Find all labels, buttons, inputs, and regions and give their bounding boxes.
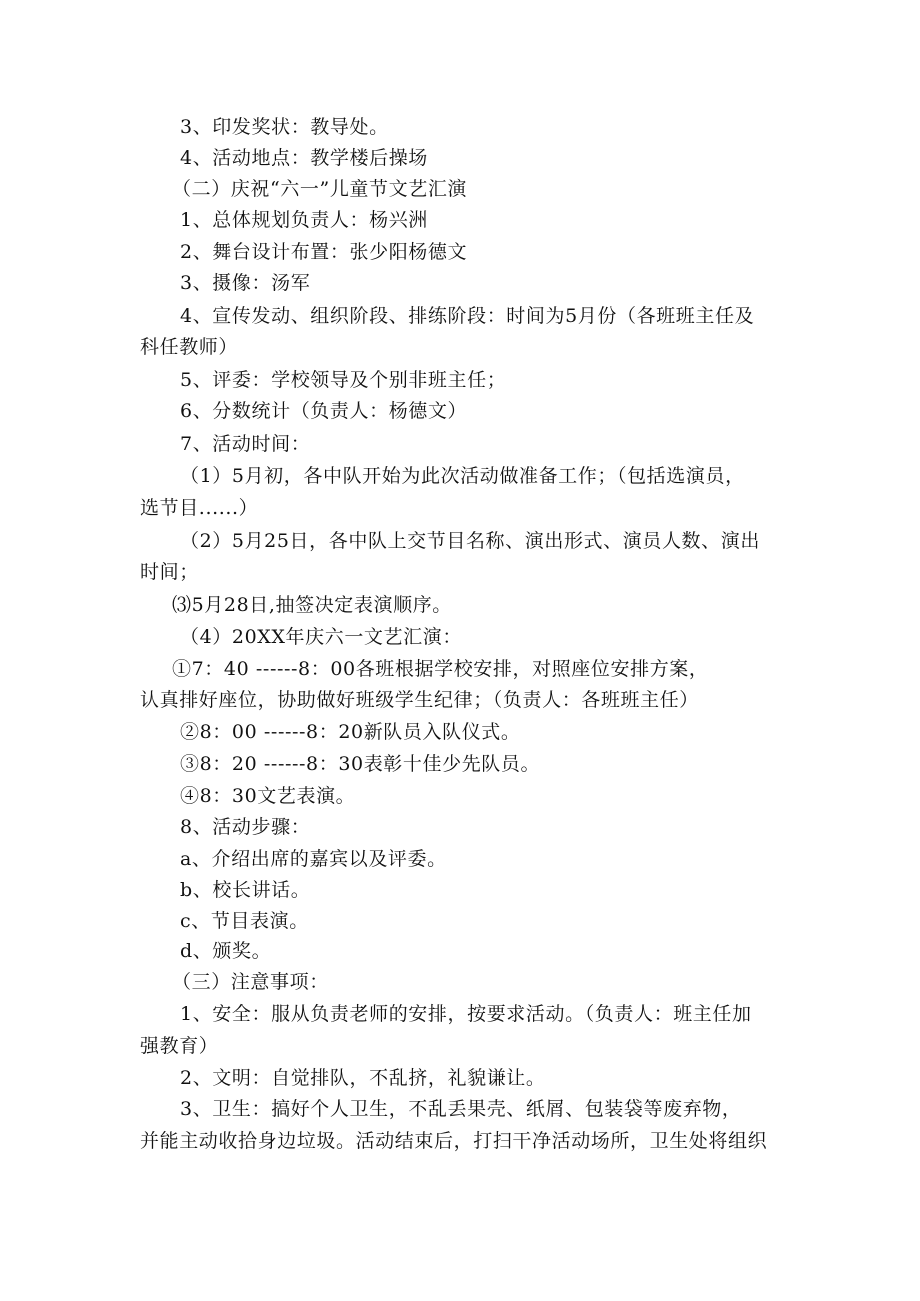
text-line: 4、活动地点：教学楼后操场 — [180, 147, 428, 169]
section-heading: （三）注意事项： — [172, 971, 329, 993]
text-line: ④8：30文艺表演。 — [180, 785, 356, 807]
text-line: 1、安全：服从负责老师的安排，按要求活动。（负责人：班主任加 — [180, 1003, 752, 1025]
text-line: 时间； — [140, 561, 199, 583]
text-line: （2）5月25日，各中队上交节目名称、演出形式、演员人数、演出 — [180, 530, 760, 552]
text-line: 3、卫生：搞好个人卫生，不乱丢果壳、纸屑、包装袋等废弃物， — [180, 1098, 742, 1120]
text-line: 5、评委：学校领导及个别非班主任； — [180, 369, 507, 391]
text-line: c、节目表演。 — [180, 910, 309, 932]
text-line: 强教育） — [140, 1035, 219, 1057]
text-line: 认真排好座位，协助做好班级学生纪律；（负责人：各班班主任） — [140, 689, 699, 711]
text-line: 选节目......） — [140, 497, 259, 519]
section-heading: （二）庆祝“六一”儿童节文艺汇演 — [172, 178, 468, 200]
text-line: 2、舞台设计布置：张少阳杨德文 — [180, 241, 468, 263]
text-line: 6、分数统计（负责人：杨德文） — [180, 400, 468, 422]
text-line: 科任教师） — [140, 336, 239, 358]
text-line: 3、摄像：汤军 — [180, 272, 311, 294]
text-line: ③8：20 ------8：30表彰十佳少先队员。 — [180, 753, 541, 775]
text-line: 7、活动时间： — [180, 433, 311, 455]
text-line: 1、总体规划负责人：杨兴洲 — [180, 209, 428, 231]
text-line: 并能主动收拾身边垃圾。活动结束后，打扫干净活动场所，卫生处将组织 — [140, 1130, 768, 1152]
text-line: a、介绍出席的嘉宾以及评委。 — [180, 848, 447, 870]
text-line: d、颁奖。 — [180, 940, 272, 962]
text-line: 3、印发奖状：教导处。 — [180, 116, 389, 138]
text-line: ①7：40 ------8：00各班根据学校安排，对照座位安排方案， — [172, 658, 709, 680]
text-line: 2、文明：自觉排队，不乱挤，礼貌谦让。 — [180, 1067, 546, 1089]
text-line: ⑶5月28日,抽签决定表演顺序。 — [172, 594, 452, 616]
text-line: b、校长讲话。 — [180, 879, 311, 901]
text-line: 8、活动步骤： — [180, 816, 311, 838]
text-line: 4、宣传发动、组织阶段、排练阶段：时间为5月份（各班班主任及 — [180, 305, 755, 327]
text-line: （4）20XX年庆六一文艺汇演： — [180, 626, 462, 648]
text-line: （1）5月初，各中队开始为此次活动做准备工作；（包括选演员， — [180, 465, 745, 487]
text-line: ②8：00 ------8：20新队员入队仪式。 — [180, 721, 521, 743]
